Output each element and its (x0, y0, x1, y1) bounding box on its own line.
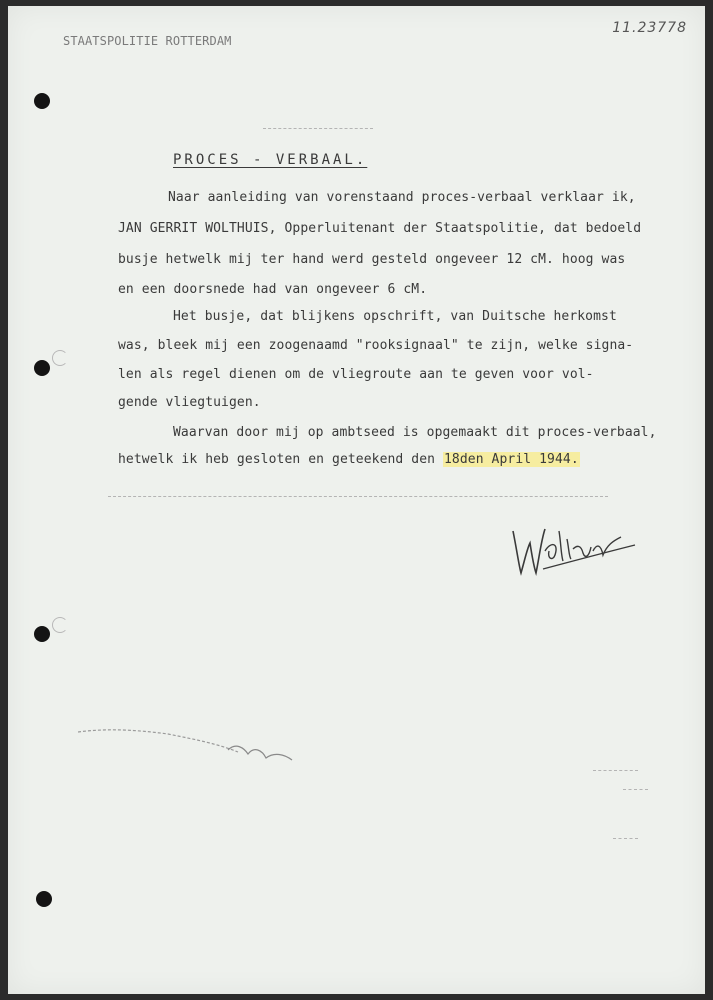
punch-hole (34, 360, 50, 376)
punch-hole (34, 626, 50, 642)
bleed-through-line (263, 128, 373, 129)
signature (503, 511, 643, 591)
body-line (118, 452, 580, 467)
body-line: Het busje, dat blijkens opschrift, van Duitsche herkomst (173, 309, 617, 324)
bleed-through-line (623, 789, 648, 790)
archive-number: 11.23778 (612, 20, 687, 36)
bleed-through-line (593, 770, 638, 771)
header-stamp: STAATSPOLITIE ROTTERDAM (63, 34, 232, 48)
bleed-through-line (108, 496, 608, 497)
body-line: gende vliegtuigen. (118, 395, 261, 410)
faint-scribble (78, 724, 308, 784)
body-line: Waarvan door mij op ambtseed is opgemaakt dit proces-verbaal, (173, 425, 657, 440)
torn-hole-mark (52, 350, 68, 366)
torn-hole-mark (52, 617, 68, 633)
punch-hole (34, 93, 50, 109)
punch-hole (36, 891, 52, 907)
document-page (8, 6, 705, 994)
document-date: 18den April 1944. (444, 452, 579, 467)
body-line: was, bleek mij een zoogenaamd "rooksignaal" te zijn, welke signa- (118, 338, 634, 353)
document-title: PROCES - VERBAAL. (173, 152, 368, 168)
body-line: busje hetwelk mij ter hand werd gesteld ongeveer 12 cM. hoog was (118, 252, 626, 267)
body-line: len als regel dienen om de vliegroute aan te geven voor vol- (118, 367, 594, 382)
closing-text: hetwelk ik heb gesloten en geteekend den (118, 452, 443, 467)
bleed-through-line (613, 838, 638, 839)
body-line: en een doorsnede had van ongeveer 6 cM. (118, 282, 428, 297)
body-line: JAN GERRIT WOLTHUIS, Opperluitenant der Staatspolitie, dat bedoeld (118, 221, 642, 236)
body-line: Naar aanleiding van vorenstaand proces-verbaal verklaar ik, (168, 190, 636, 205)
